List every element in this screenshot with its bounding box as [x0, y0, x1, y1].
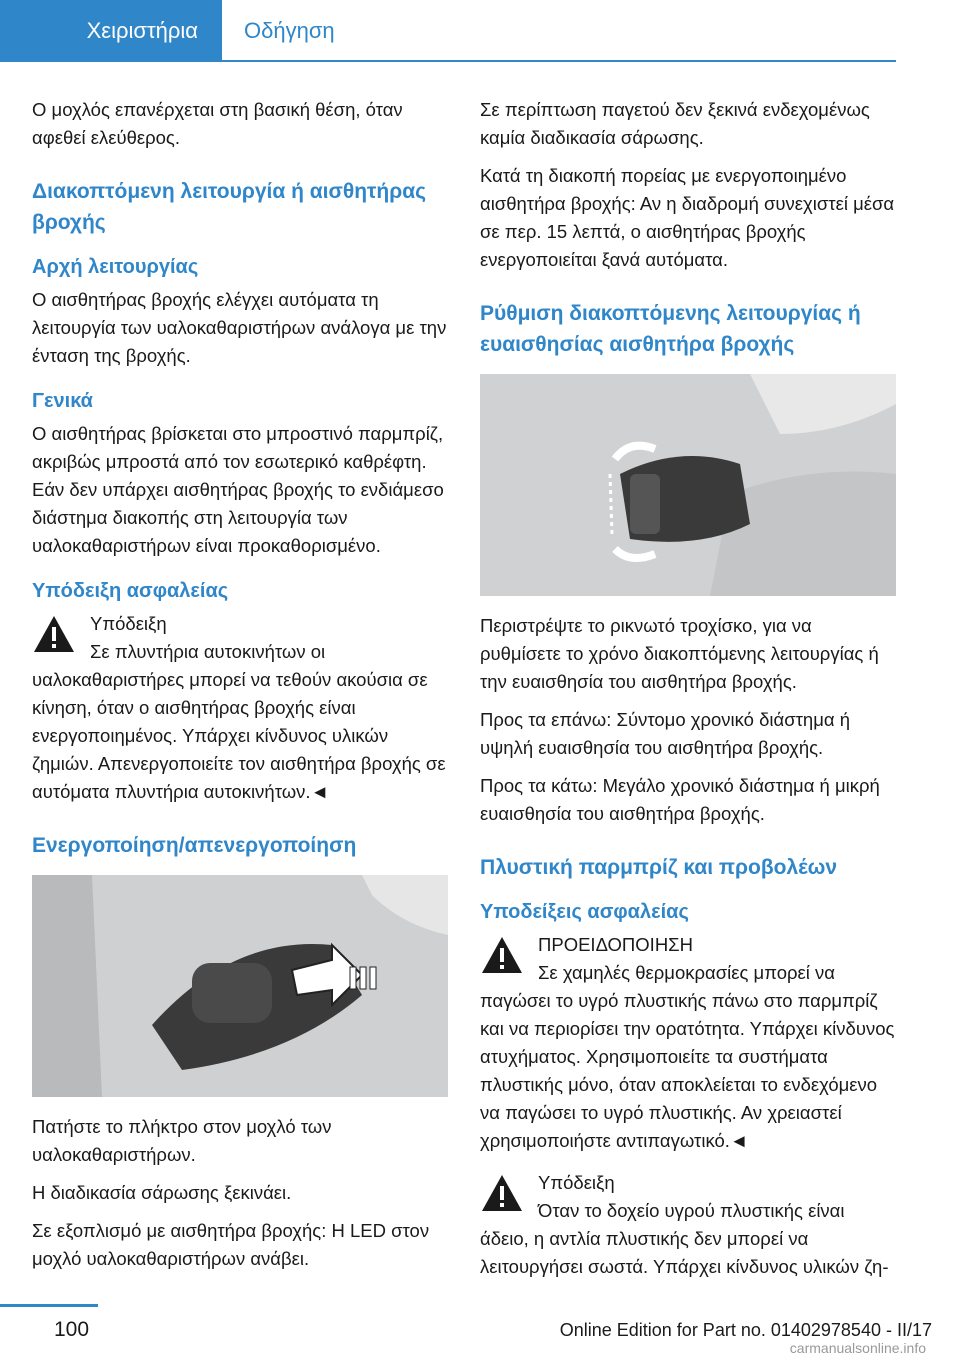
warning-title: ΠΡΟΕΙΔΟΠΟΙΗΣΗ — [538, 934, 693, 955]
tab-driving[interactable]: Οδήγηση — [244, 18, 335, 43]
heading-washer: Πλυστική παρμπρίζ και προβολέων — [480, 856, 838, 879]
heading-safety: Υπόδειξη ασφαλείας — [32, 580, 229, 602]
paragraph-turn-wheel: Περιστρέψτε το ρικνωτό τροχίσκο, για να ρυθμίσετε το χρόνο διακοπτόμενης λειτουργίας ή την ευαισθησία του αισθητήρα βροχής. — [480, 615, 879, 692]
warning-frost — [480, 931, 896, 1155]
warning-text: Όταν το δοχείο υγρού πλυστικής είναι άδειο, η αντλία πλυστικής δεν μπορεί να λειτουργήσει σωστά. Υπάρχει κίνδυνος υλικών ζη- — [480, 1200, 889, 1277]
paragraph-led: Σε εξοπλισμό με αισθητήρα βροχής: Η LED στον μοχλό υαλοκαθαριστήρων ανάβει. — [32, 1220, 430, 1269]
heading-general: Γενικά — [32, 390, 93, 412]
paragraph-general: Ο αισθητήρας βρίσκεται στο μπροστινό παρμπρίζ, ακριβώς μπροστά από τον εσωτερικό καθρέφτη. Εάν δεν υπάρχει αισθητήρας βροχής το ενδιάμεσο διάστημα διακοπής στη λειτουργία των υαλοκαθαριστήρων είναι προκαθορισμένο. — [32, 423, 444, 556]
heading-adjust: Ρύθμιση διακοπτόμενης λειτουργίας ή ευαισθησίας αισθητήρα βροχής — [480, 302, 861, 356]
warning-triangle-icon — [32, 614, 76, 654]
paragraph-stop: Κατά τη διακοπή πορείας με ενεργοποιημένο αισθητήρα βροχής: Αν η διαδρομή συνεχιστεί μέσα σε περ. 15 λεπτά, ο αισθητήρας βροχής ενεργοποιείται ξανά αυτόματα. — [480, 165, 895, 270]
left-column — [32, 96, 448, 1283]
heading-safety-notes: Υποδείξεις ασφαλείας — [480, 901, 689, 923]
page-number: 100 — [54, 1318, 90, 1341]
paragraph-ice: Σε περίπτωση παγετού δεν ξεκινά ενδεχομένως καμία διαδικασία σάρωσης. — [480, 99, 870, 148]
warning-text: Σε χαμηλές θερμοκρασίες μπορεί να παγώσει το υγρό πλυστικής πάνω στο παρμπρίζ και να περιορίσει την ορατότητα. Υπάρχει κίνδυνος ατυχήματος. Χρησιμοποιείτε τα συστήματα πλυστικής μόνο, όταν αποκλείεται το ενδεχόμενο να παγώσει το υγρό πλυστικής. Αν χρειαστεί χρησιμοποιήστε αντιπαγωτικό.◄ — [480, 962, 895, 1151]
warning-note — [32, 610, 448, 806]
thumbwheel-image — [480, 374, 896, 596]
paragraph-up: Προς τα επάνω: Σύντομο χρονικό διάστημα ή υψηλή ευαισθησία του αισθητήρα βροχής. — [480, 709, 850, 758]
header — [0, 0, 896, 60]
paragraph-down: Προς τα κάτω: Μεγάλο χρονικό διάστημα ή μικρή ευαισθησία του αισθητήρα βροχής. — [480, 775, 880, 824]
heading-activate: Ενεργοποίηση/απενεργοποίηση — [32, 834, 357, 857]
paragraph-principle: Ο αισθητήρας βροχής ελέγχει αυτόματα τη λειτουργία των υαλοκαθαριστήρων ανάλογα με την ένταση της βροχής. — [32, 289, 447, 366]
wiper-lever-button-image — [32, 875, 448, 1097]
warning-title: Υπόδειξη — [538, 1172, 615, 1193]
paragraph-lever-return: Ο μοχλός επανέρχεται στη βασική θέση, όταν αφεθεί ελεύθερος. — [32, 99, 403, 148]
paragraph-scan-start: Η διαδικασία σάρωσης ξεκινάει. — [32, 1182, 292, 1203]
warning-title: Υπόδειξη — [90, 613, 167, 634]
warning-triangle-icon — [480, 1173, 524, 1213]
warning-text: Σε πλυντήρια αυτοκινήτων οι υαλοκαθαριστήρες μπορεί να τεθούν ακούσια σε κίνηση, όταν ο αισθητήρας βροχής είναι ενεργοποιημένος. Υπάρχει κίνδυνος υλικών ζημιών. Απενεργοποιείτε τον αισθητήρα βροχής σε αυτόματα πλυντήρια αυτοκινήτων.◄ — [32, 641, 446, 802]
paragraph-press-button: Πατήστε το πλήκτρο στον μοχλό των υαλοκαθαριστήρων. — [32, 1116, 332, 1165]
edition-text: Online Edition for Part no. 01402978540 - II/17 — [559, 1320, 932, 1340]
right-column — [480, 96, 896, 1281]
warning-triangle-icon — [480, 935, 524, 975]
heading-principle: Αρχή λειτουργίας — [32, 256, 199, 278]
footer-rule — [0, 1304, 98, 1307]
watermark: carmanualsonline.info — [789, 1340, 926, 1356]
header-rule — [222, 60, 896, 62]
tab-controls[interactable]: Χειριστήρια — [0, 0, 222, 62]
warning-empty-tank — [480, 1169, 896, 1281]
heading-intermittent: Διακοπτόμενη λειτουργία ή αισθητήρας βροχής — [32, 180, 427, 234]
